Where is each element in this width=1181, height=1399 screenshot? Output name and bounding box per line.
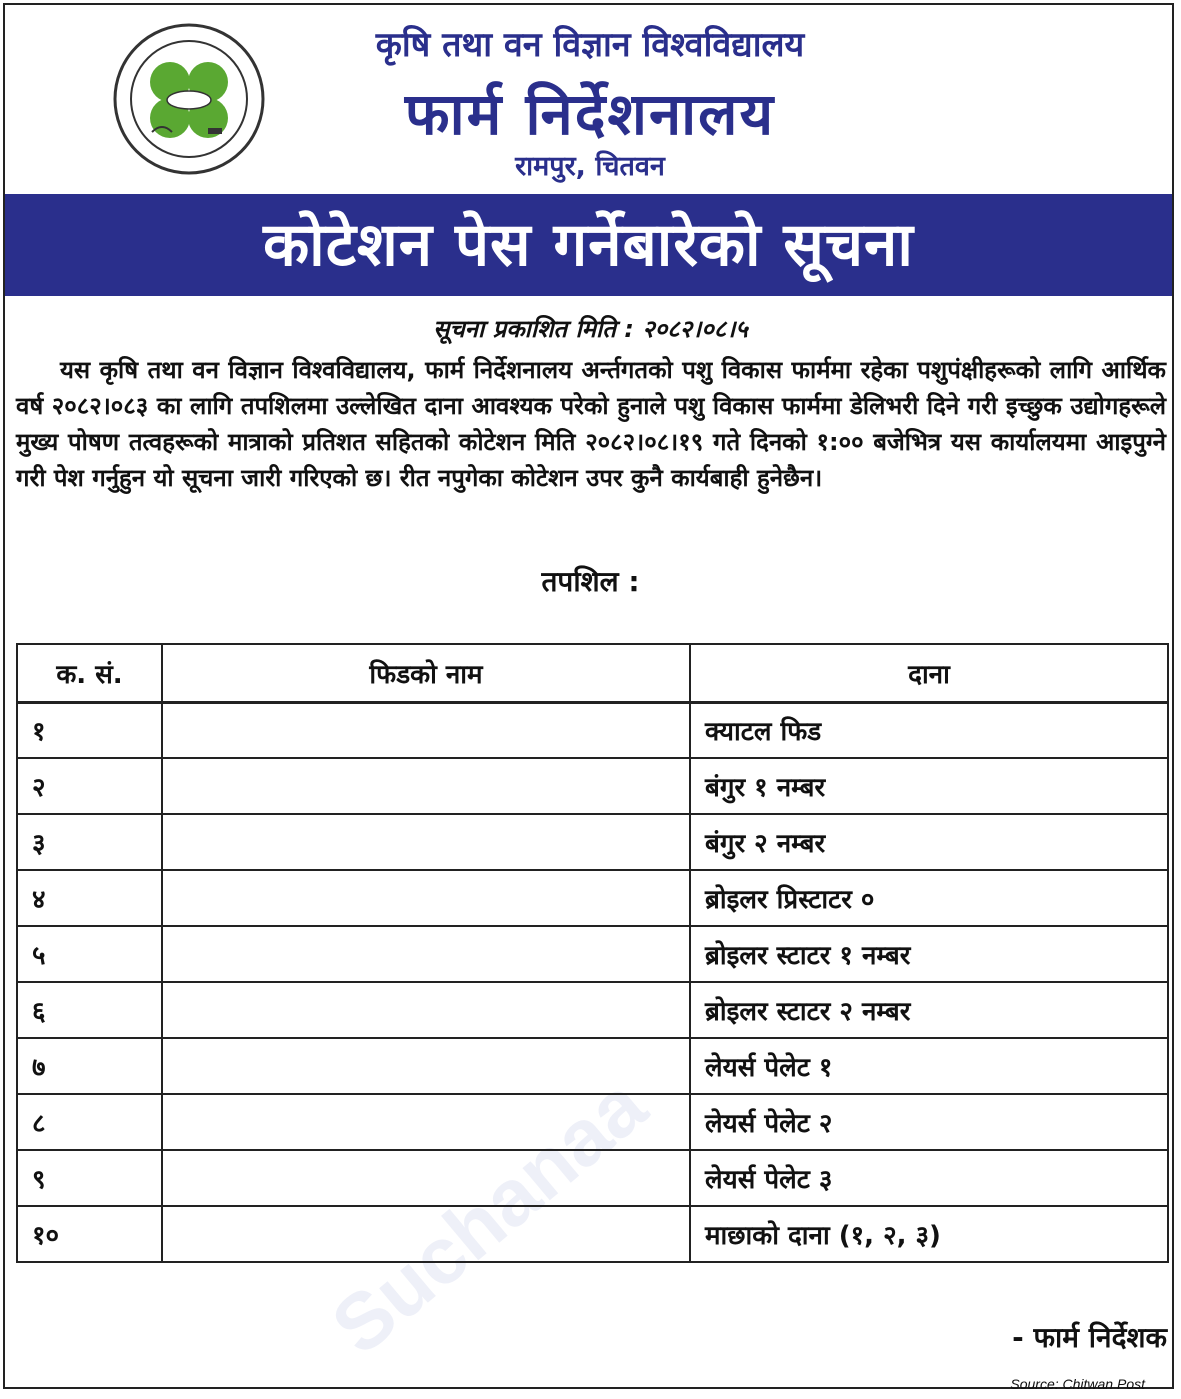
notice-title: कोटेशन पेस गर्नेबारेको सूचना [5, 194, 1172, 296]
grain-cell: बंगुर १ नम्बर [690, 758, 1168, 814]
feed-cell [162, 1038, 690, 1094]
serial-cell: १० [17, 1206, 162, 1262]
grain-cell: ब्रोइलर प्रिस्टाटर ० [690, 870, 1168, 926]
table-header-row [17, 644, 1168, 702]
serial-cell: ३ [17, 814, 162, 870]
table-row [17, 758, 1168, 814]
published-date: सूचना प्रकाशित मिति : २०८२।०८।५ [433, 315, 748, 343]
grain-cell: लेयर्स पेलेट ३ [690, 1150, 1168, 1206]
university-logo [112, 22, 266, 176]
feed-cell [162, 814, 690, 870]
table-row [17, 926, 1168, 982]
table-row [17, 702, 1168, 758]
serial-cell: ७ [17, 1038, 162, 1094]
grain-cell: लेयर्स पेलेट १ [690, 1038, 1168, 1094]
serial-cell: ५ [17, 926, 162, 982]
feed-cell [162, 926, 690, 982]
feed-cell [162, 870, 690, 926]
feed-cell [162, 758, 690, 814]
directorate-name: फार्म निर्देशनालय [404, 80, 776, 148]
feed-cell [162, 1094, 690, 1150]
feed-table [16, 643, 1169, 1263]
feed-cell [162, 1206, 690, 1262]
serial-cell: ९ [17, 1150, 162, 1206]
grain-cell: ब्रोइलर स्टाटर १ नम्बर [690, 926, 1168, 982]
table-row [17, 1206, 1168, 1262]
feed-cell [162, 702, 690, 758]
grain-cell: लेयर्स पेलेट २ [690, 1094, 1168, 1150]
source-credit: Source: Chitwan Post [1010, 1376, 1145, 1392]
header-feed-name: फिडको नाम [162, 644, 690, 702]
table-row [17, 982, 1168, 1038]
schedule-heading: तपशिल : [541, 565, 640, 598]
watermark: Suchanaa [315, 1060, 663, 1372]
grain-cell: ब्रोइलर स्टाटर २ नम्बर [690, 982, 1168, 1038]
serial-cell: १ [17, 702, 162, 758]
header-serial: क. सं. [17, 644, 162, 702]
table-row [17, 1094, 1168, 1150]
location: रामपुर, चितवन [515, 151, 665, 182]
grain-cell: क्याटल फिड [690, 702, 1168, 758]
table-row [17, 870, 1168, 926]
table-row [17, 814, 1168, 870]
serial-cell: ८ [17, 1094, 162, 1150]
header-grain: दाना [690, 644, 1168, 702]
table-row [17, 1038, 1168, 1094]
university-name: कृषि तथा वन विज्ञान विश्वविद्यालय [375, 25, 805, 65]
grain-cell: माछाको दाना (१, २, ३) [690, 1206, 1168, 1262]
serial-cell: ४ [17, 870, 162, 926]
feed-cell [162, 1150, 690, 1206]
table-row [17, 1150, 1168, 1206]
notice-body: यस कृषि तथा वन विज्ञान विश्वविद्यालय, फार्म निर्देशनालय अर्न्तगतको पशु विकास फार्ममा रहेका पशुपंक्षीहरूको लागि आर्थिक वर्ष २०८२।०८३ का लागि तपशिलमा उल्लेखित दाना आवश्यक परेको हुनाले पशु विकास फार्ममा डेलिभरी दिने गरी इच्छुक उद्योगहरूले मुख्य पोषण तत्वहरूको मात्राको प्रतिशत सहितको कोटेशन मिति २०८२।०८।१९ गते दिनको १:०० बजेभित्र यस कार्यालयमा आइपुग्ने गरी पेश गर्नुहुन यो सूचना जारी गरिएको छ। रीत नपुगेका कोटेशन उपर कुनै कार्यबाही हुनेछैन। [16, 356, 1166, 492]
grain-cell: बंगुर २ नम्बर [690, 814, 1168, 870]
serial-cell: ६ [17, 982, 162, 1038]
signature: - फार्म निर्देशक [1012, 1321, 1167, 1354]
feed-cell [162, 982, 690, 1038]
serial-cell: २ [17, 758, 162, 814]
